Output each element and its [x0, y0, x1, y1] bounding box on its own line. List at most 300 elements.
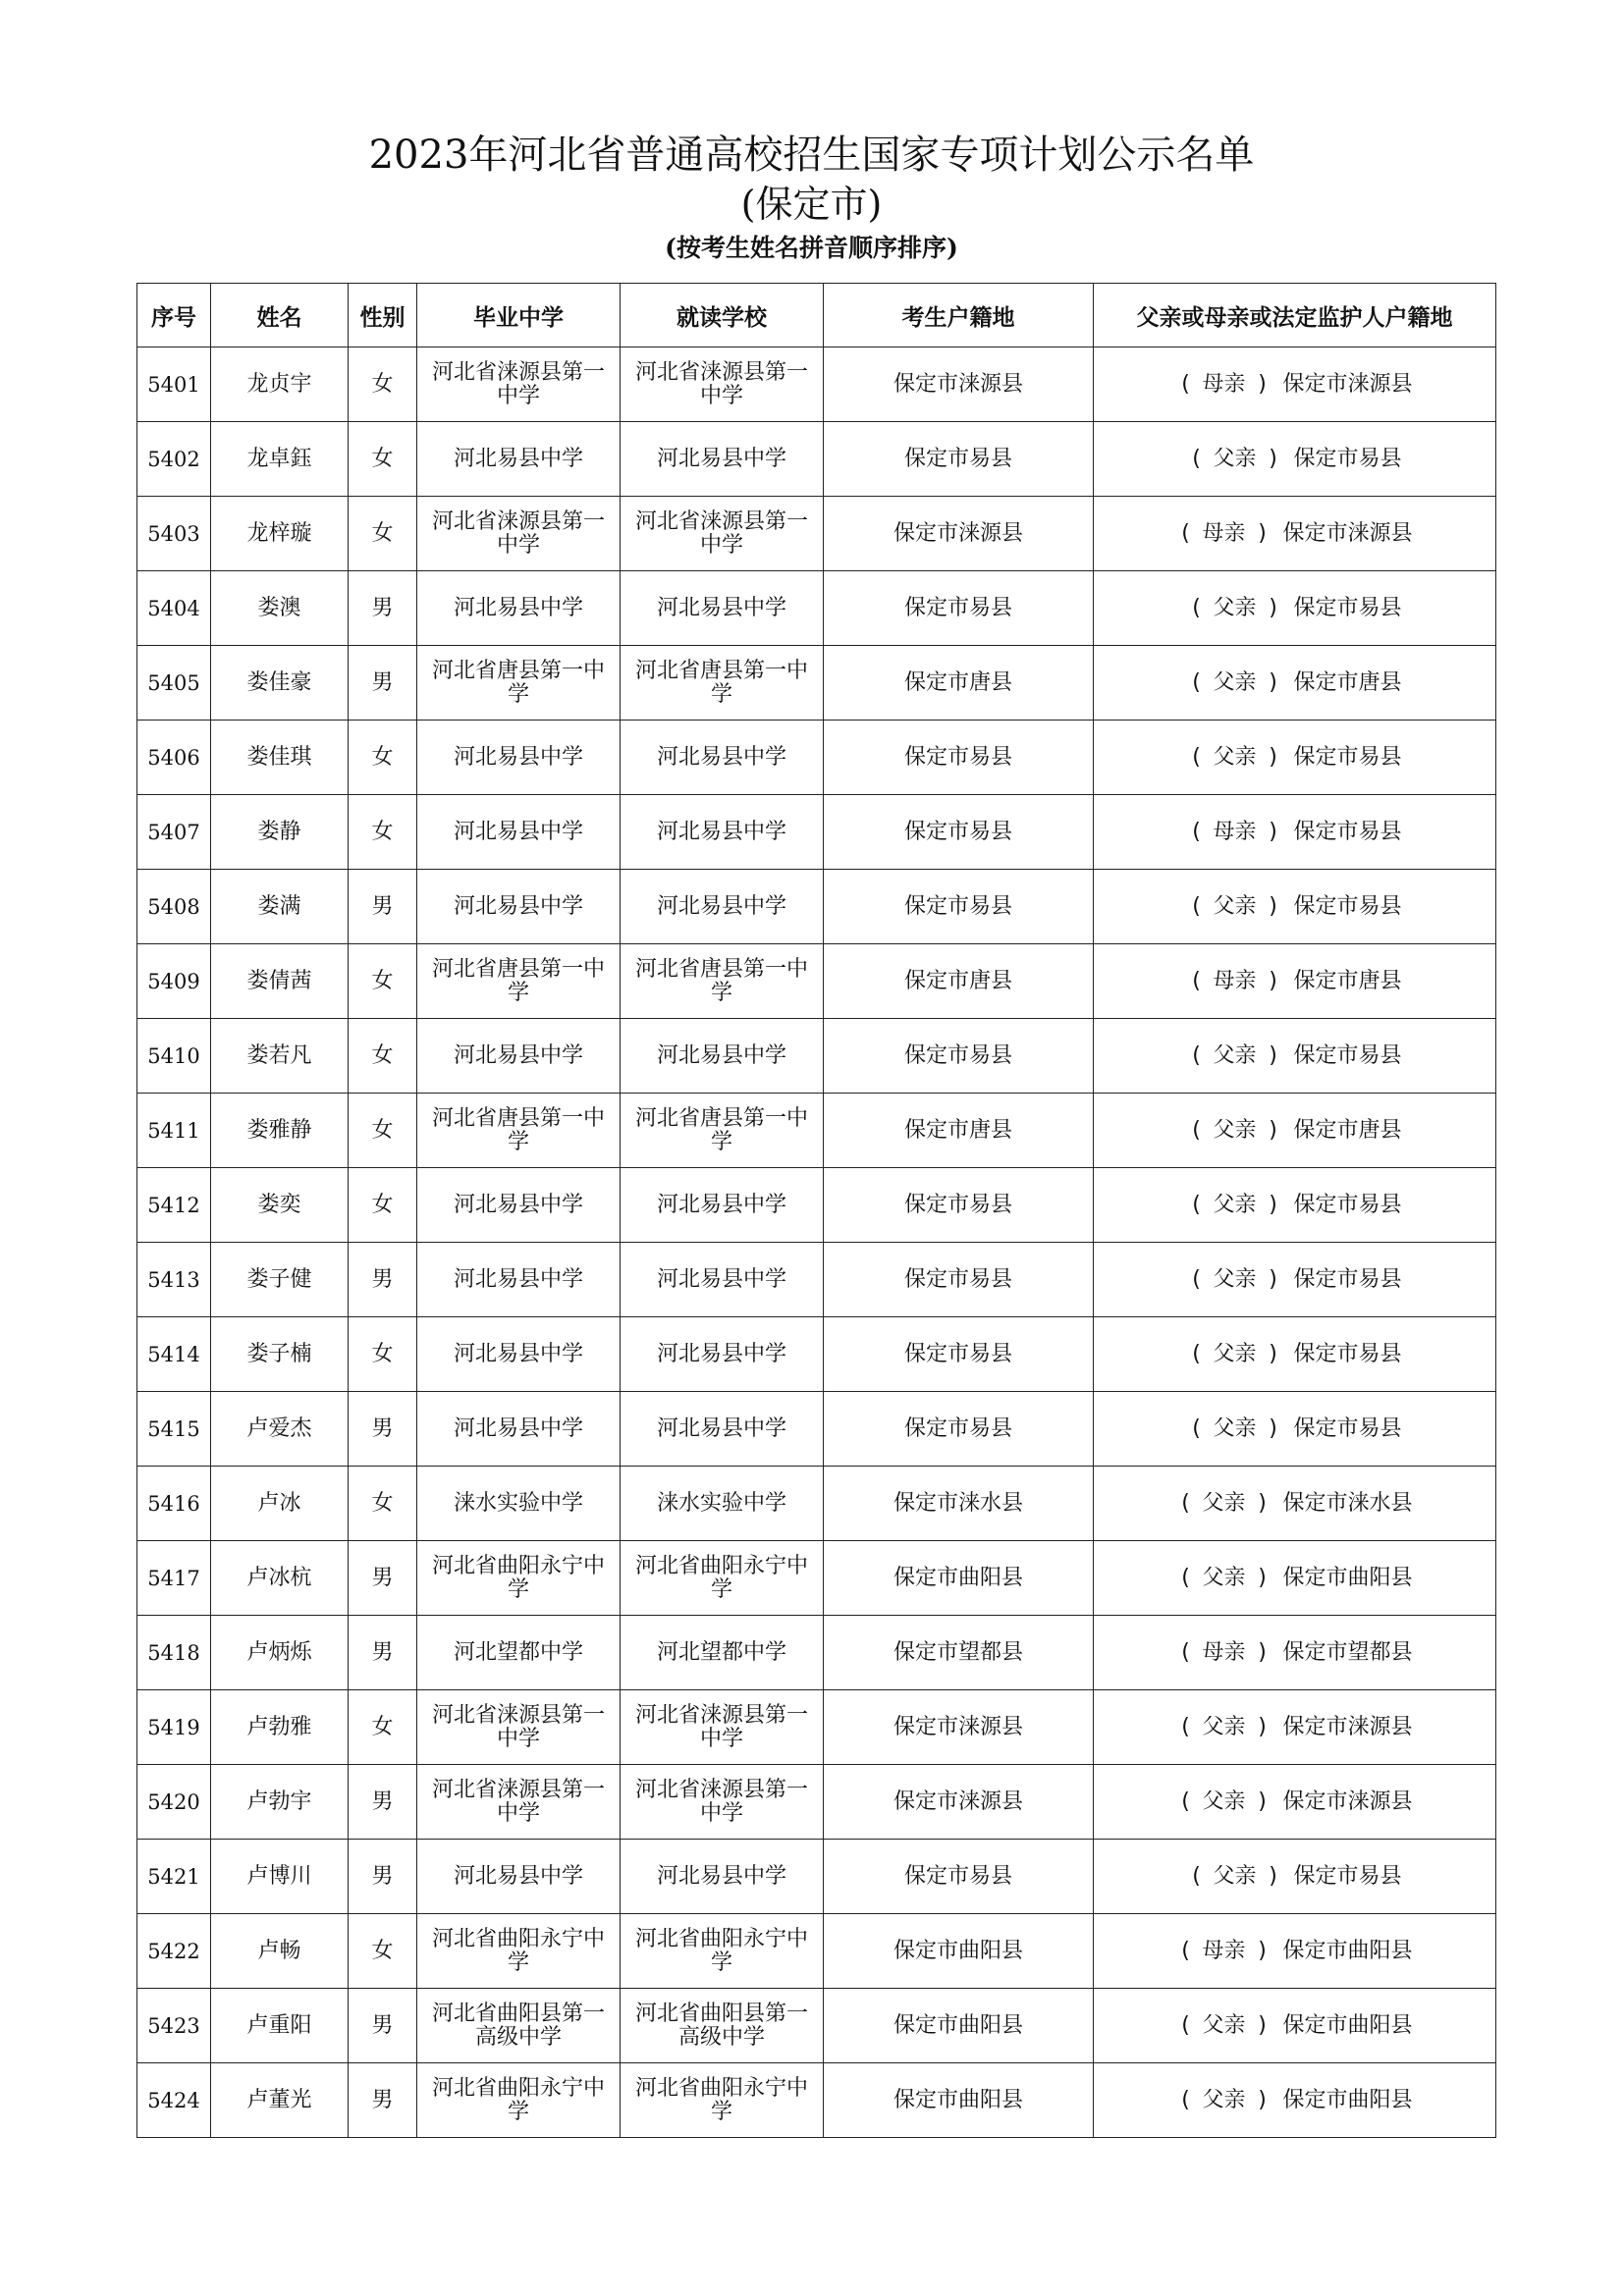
- table-row: [137, 347, 1496, 422]
- cell-serial: 5411: [137, 1094, 211, 1168]
- cell-graduating-school: [417, 1168, 621, 1243]
- open-paren: (: [1192, 1192, 1201, 1217]
- open-paren: (: [1181, 1938, 1190, 1963]
- cell-serial: 5414: [137, 1317, 211, 1392]
- graduating-school-text: 河北望都中学: [453, 1639, 583, 1665]
- cell-name: 卢畅: [211, 1914, 349, 1989]
- cell-student-hukou: 保定市唐县: [824, 646, 1094, 721]
- cell-guardian-hukou: [1094, 1317, 1496, 1392]
- guardian-place: 保定市唐县: [1293, 1117, 1402, 1143]
- table-row: [137, 1094, 1496, 1168]
- cell-current-school: [621, 646, 824, 721]
- guardian-place: 保定市易县: [1293, 1266, 1402, 1292]
- cell-current-school: [621, 1243, 824, 1317]
- cell-guardian-hukou: [1094, 721, 1496, 795]
- table-row: [137, 1541, 1496, 1616]
- guardian-place: 保定市涞源县: [1282, 1714, 1413, 1739]
- cell-graduating-school: [417, 1690, 621, 1765]
- graduating-school-text: 河北省涞源县第一中学: [431, 1777, 605, 1826]
- guardian-place: 保定市易县: [1293, 1192, 1402, 1217]
- table-row: [137, 944, 1496, 1019]
- current-school-text: 河北易县中学: [656, 1341, 786, 1366]
- table-row: [137, 1989, 1496, 2063]
- cell-guardian-hukou: [1094, 422, 1496, 497]
- cell-graduating-school: [417, 870, 621, 944]
- open-paren: (: [1181, 520, 1190, 546]
- guardian-relation: 父亲: [1213, 1415, 1257, 1441]
- cell-current-school: [621, 1392, 824, 1467]
- cell-student-hukou: 保定市曲阳县: [824, 1914, 1094, 1989]
- graduating-school-text: 河北易县中学: [453, 819, 583, 844]
- cell-gender: 男: [349, 1989, 417, 2063]
- cell-serial: 5413: [137, 1243, 211, 1317]
- guardian-place: 保定市易县: [1293, 595, 1402, 620]
- guardian-place: 保定市涞源县: [1282, 371, 1413, 397]
- current-school-text: 河北省曲阳永宁中学: [634, 2075, 808, 2124]
- close-paren: ): [1258, 520, 1267, 546]
- guardian-relation: 父亲: [1213, 744, 1257, 770]
- cell-graduating-school: [417, 1765, 621, 1840]
- cell-name: 娄若凡: [211, 1019, 349, 1094]
- open-paren: (: [1181, 371, 1190, 397]
- graduating-school-text: 河北省唐县第一中学: [431, 1105, 605, 1154]
- cell-graduating-school: [417, 795, 621, 870]
- current-school-text: 河北易县中学: [656, 1042, 786, 1068]
- current-school-text: 河北省涞源县第一中学: [634, 1702, 808, 1751]
- cell-current-school: [621, 1541, 824, 1616]
- guardian-relation: 母亲: [1202, 371, 1246, 397]
- guardian-relation: 母亲: [1213, 819, 1257, 844]
- cell-student-hukou: 保定市易县: [824, 870, 1094, 944]
- open-paren: (: [1181, 1789, 1190, 1814]
- guardian-place: 保定市易县: [1293, 1042, 1402, 1068]
- header-name: 姓名: [211, 284, 349, 347]
- guardian-relation: 母亲: [1213, 968, 1257, 993]
- cell-name: 娄澳: [211, 571, 349, 646]
- close-paren: ): [1269, 1863, 1277, 1889]
- table-row: [137, 1168, 1496, 1243]
- graduating-school-text: 河北省涞源县第一中学: [431, 359, 605, 408]
- guardian-relation: 父亲: [1202, 1714, 1246, 1739]
- close-paren: ): [1269, 1341, 1277, 1366]
- cell-gender: 女: [349, 944, 417, 1019]
- graduating-school-text: 河北易县中学: [453, 744, 583, 770]
- cell-gender: 男: [349, 1840, 417, 1914]
- cell-serial: 5420: [137, 1765, 211, 1840]
- cell-current-school: [621, 1019, 824, 1094]
- cell-serial: 5417: [137, 1541, 211, 1616]
- guardian-place: 保定市涞源县: [1282, 520, 1413, 546]
- guardian-relation: 母亲: [1202, 520, 1246, 546]
- table-row: [137, 1019, 1496, 1094]
- guardian-place: 保定市曲阳县: [1282, 1938, 1413, 1963]
- cell-graduating-school: [417, 1541, 621, 1616]
- guardian-place: 保定市易县: [1293, 1415, 1402, 1441]
- table-row: [137, 1392, 1496, 1467]
- open-paren: (: [1192, 595, 1201, 620]
- cell-current-school: [621, 1989, 824, 2063]
- cell-name: 卢勃宇: [211, 1765, 349, 1840]
- cell-student-hukou: 保定市唐县: [824, 1094, 1094, 1168]
- current-school-text: 河北省曲阳县第一高级中学: [634, 2001, 808, 2050]
- guardian-place: 保定市涞源县: [1282, 1789, 1413, 1814]
- guardian-relation: 父亲: [1213, 1266, 1257, 1292]
- guardian-place: 保定市曲阳县: [1282, 2087, 1413, 2112]
- roster-table: [136, 283, 1496, 2138]
- cell-guardian-hukou: [1094, 1914, 1496, 1989]
- cell-serial: 5424: [137, 2063, 211, 2138]
- guardian-relation: 父亲: [1202, 2012, 1246, 2038]
- cell-current-school: [621, 721, 824, 795]
- cell-serial: 5403: [137, 497, 211, 571]
- cell-serial: 5415: [137, 1392, 211, 1467]
- table-row: [137, 1765, 1496, 1840]
- guardian-relation: 母亲: [1202, 1938, 1246, 1963]
- close-paren: ): [1269, 1117, 1277, 1143]
- cell-student-hukou: 保定市易县: [824, 1392, 1094, 1467]
- guardian-place: 保定市易县: [1293, 1341, 1402, 1366]
- open-paren: (: [1181, 1565, 1190, 1590]
- cell-current-school: [621, 1914, 824, 1989]
- open-paren: (: [1181, 2087, 1190, 2112]
- cell-graduating-school: [417, 1616, 621, 1690]
- guardian-place: 保定市易县: [1293, 744, 1402, 770]
- close-paren: ): [1269, 595, 1277, 620]
- current-school-text: 河北望都中学: [656, 1639, 786, 1665]
- graduating-school-text: 河北省唐县第一中学: [431, 658, 605, 707]
- guardian-place: 保定市易县: [1293, 1863, 1402, 1889]
- graduating-school-text: 河北省曲阳永宁中学: [431, 1553, 605, 1602]
- close-paren: ): [1258, 371, 1267, 397]
- current-school-text: 河北省唐县第一中学: [634, 956, 808, 1005]
- current-school-text: 河北省曲阳永宁中学: [634, 1926, 808, 1975]
- cell-student-hukou: 保定市易县: [824, 1168, 1094, 1243]
- current-school-text: 河北省唐县第一中学: [634, 658, 808, 707]
- guardian-place: 保定市唐县: [1293, 968, 1402, 993]
- close-paren: ): [1258, 2087, 1267, 2112]
- current-school-text: 河北省涞源县第一中学: [634, 359, 808, 408]
- current-school-text: 河北省涞源县第一中学: [634, 1777, 808, 1826]
- cell-graduating-school: [417, 1094, 621, 1168]
- cell-gender: 男: [349, 1765, 417, 1840]
- cell-name: 娄佳豪: [211, 646, 349, 721]
- guardian-place: 保定市涞水县: [1282, 1490, 1413, 1516]
- guardian-place: 保定市唐县: [1293, 669, 1402, 695]
- current-school-text: 河北省曲阳永宁中学: [634, 1553, 808, 1602]
- table-row: [137, 795, 1496, 870]
- cell-student-hukou: 保定市曲阳县: [824, 1541, 1094, 1616]
- open-paren: (: [1192, 1117, 1201, 1143]
- guardian-relation: 父亲: [1202, 1490, 1246, 1516]
- header-graduating-school: 毕业中学: [417, 284, 621, 347]
- cell-guardian-hukou: [1094, 347, 1496, 422]
- cell-guardian-hukou: [1094, 571, 1496, 646]
- current-school-text: 涞水实验中学: [656, 1490, 786, 1516]
- close-paren: ): [1269, 744, 1277, 770]
- guardian-place: 保定市易县: [1293, 446, 1402, 471]
- cell-student-hukou: 保定市唐县: [824, 944, 1094, 1019]
- cell-guardian-hukou: [1094, 646, 1496, 721]
- cell-guardian-hukou: [1094, 1019, 1496, 1094]
- table-row: [137, 1690, 1496, 1765]
- cell-gender: 女: [349, 1690, 417, 1765]
- cell-serial: 5416: [137, 1467, 211, 1541]
- cell-graduating-school: [417, 1914, 621, 1989]
- graduating-school-text: 涞水实验中学: [453, 1490, 583, 1516]
- cell-name: 娄雅静: [211, 1094, 349, 1168]
- cell-serial: 5412: [137, 1168, 211, 1243]
- cell-student-hukou: 保定市涞源县: [824, 1690, 1094, 1765]
- close-paren: ): [1269, 1415, 1277, 1441]
- table-row: [137, 497, 1496, 571]
- open-paren: (: [1181, 2012, 1190, 2038]
- current-school-text: 河北易县中学: [656, 744, 786, 770]
- cell-name: 娄倩茜: [211, 944, 349, 1019]
- cell-name: 卢重阳: [211, 1989, 349, 2063]
- graduating-school-text: 河北易县中学: [453, 1192, 583, 1217]
- graduating-school-text: 河北省涞源县第一中学: [431, 1702, 605, 1751]
- cell-serial: 5419: [137, 1690, 211, 1765]
- graduating-school-text: 河北易县中学: [453, 1415, 583, 1441]
- cell-serial: 5422: [137, 1914, 211, 1989]
- cell-gender: 男: [349, 1243, 417, 1317]
- header-current-school: 就读学校: [621, 284, 824, 347]
- header-gender: 性别: [349, 284, 417, 347]
- cell-graduating-school: [417, 1840, 621, 1914]
- close-paren: ): [1258, 1639, 1267, 1665]
- open-paren: (: [1181, 1490, 1190, 1516]
- cell-current-school: [621, 497, 824, 571]
- cell-gender: 女: [349, 497, 417, 571]
- cell-name: 卢博川: [211, 1840, 349, 1914]
- current-school-text: 河北易县中学: [656, 1192, 786, 1217]
- cell-student-hukou: 保定市易县: [824, 1840, 1094, 1914]
- cell-gender: 男: [349, 2063, 417, 2138]
- guardian-relation: 父亲: [1213, 446, 1257, 471]
- cell-student-hukou: 保定市易县: [824, 721, 1094, 795]
- cell-student-hukou: 保定市易县: [824, 422, 1094, 497]
- cell-gender: 女: [349, 422, 417, 497]
- cell-current-school: [621, 870, 824, 944]
- graduating-school-text: 河北易县中学: [453, 1341, 583, 1366]
- cell-graduating-school: [417, 2063, 621, 2138]
- guardian-relation: 父亲: [1213, 1863, 1257, 1889]
- cell-guardian-hukou: [1094, 870, 1496, 944]
- close-paren: ): [1269, 669, 1277, 695]
- cell-graduating-school: [417, 571, 621, 646]
- cell-serial: 5418: [137, 1616, 211, 1690]
- guardian-relation: 父亲: [1213, 1042, 1257, 1068]
- open-paren: (: [1192, 819, 1201, 844]
- cell-gender: 女: [349, 1019, 417, 1094]
- cell-graduating-school: [417, 497, 621, 571]
- cell-serial: 5407: [137, 795, 211, 870]
- cell-name: 龙梓璇: [211, 497, 349, 571]
- cell-student-hukou: 保定市易县: [824, 1243, 1094, 1317]
- cell-graduating-school: [417, 1392, 621, 1467]
- open-paren: (: [1192, 893, 1201, 919]
- guardian-relation: 父亲: [1202, 1789, 1246, 1814]
- cell-guardian-hukou: [1094, 2063, 1496, 2138]
- close-paren: ): [1269, 1192, 1277, 1217]
- cell-serial: 5401: [137, 347, 211, 422]
- guardian-relation: 父亲: [1202, 1565, 1246, 1590]
- cell-current-school: [621, 1317, 824, 1392]
- cell-guardian-hukou: [1094, 1840, 1496, 1914]
- open-paren: (: [1192, 968, 1201, 993]
- cell-name: 卢炳烁: [211, 1616, 349, 1690]
- cell-serial: 5410: [137, 1019, 211, 1094]
- close-paren: ): [1269, 1266, 1277, 1292]
- guardian-relation: 父亲: [1213, 595, 1257, 620]
- cell-guardian-hukou: [1094, 1541, 1496, 1616]
- open-paren: (: [1192, 1863, 1201, 1889]
- graduating-school-text: 河北易县中学: [453, 1863, 583, 1889]
- open-paren: (: [1192, 1042, 1201, 1068]
- cell-gender: 男: [349, 646, 417, 721]
- cell-name: 娄静: [211, 795, 349, 870]
- cell-name: 娄子楠: [211, 1317, 349, 1392]
- open-paren: (: [1192, 1341, 1201, 1366]
- cell-guardian-hukou: [1094, 795, 1496, 870]
- table-row: [137, 1914, 1496, 1989]
- cell-name: 龙贞宇: [211, 347, 349, 422]
- guardian-place: 保定市易县: [1293, 819, 1402, 844]
- guardian-relation: 父亲: [1213, 1117, 1257, 1143]
- cell-graduating-school: [417, 1467, 621, 1541]
- cell-serial: 5402: [137, 422, 211, 497]
- guardian-relation: 父亲: [1202, 2087, 1246, 2112]
- table-body: [137, 347, 1496, 2138]
- document-sort-note: (按考生姓名拼音顺序排序): [665, 234, 958, 262]
- open-paren: (: [1192, 1415, 1201, 1441]
- table-header: [137, 284, 1496, 347]
- header-student-hukou: 考生户籍地: [824, 284, 1094, 347]
- cell-serial: 5408: [137, 870, 211, 944]
- cell-guardian-hukou: [1094, 1168, 1496, 1243]
- cell-gender: 女: [349, 795, 417, 870]
- open-paren: (: [1181, 1714, 1190, 1739]
- cell-name: 卢冰杭: [211, 1541, 349, 1616]
- cell-guardian-hukou: [1094, 944, 1496, 1019]
- current-school-text: 河北易县中学: [656, 893, 786, 919]
- cell-name: 卢冰: [211, 1467, 349, 1541]
- guardian-relation: 母亲: [1202, 1639, 1246, 1665]
- close-paren: ): [1258, 1789, 1267, 1814]
- cell-student-hukou: 保定市涞源县: [824, 497, 1094, 571]
- close-paren: ): [1258, 2012, 1267, 2038]
- cell-current-school: [621, 1765, 824, 1840]
- close-paren: ): [1269, 893, 1277, 919]
- close-paren: ): [1258, 1565, 1267, 1590]
- graduating-school-text: 河北易县中学: [453, 1042, 583, 1068]
- open-paren: (: [1181, 1639, 1190, 1665]
- cell-current-school: [621, 1467, 824, 1541]
- cell-name: 卢董光: [211, 2063, 349, 2138]
- document-title: 2023年河北省普通高校招生国家专项计划公示名单: [368, 133, 1255, 178]
- guardian-place: 保定市曲阳县: [1282, 1565, 1413, 1590]
- cell-guardian-hukou: [1094, 1616, 1496, 1690]
- cell-graduating-school: [417, 646, 621, 721]
- table-row: [137, 721, 1496, 795]
- guardian-place: 保定市望都县: [1282, 1639, 1413, 1665]
- cell-guardian-hukou: [1094, 1765, 1496, 1840]
- open-paren: (: [1192, 669, 1201, 695]
- close-paren: ): [1269, 819, 1277, 844]
- close-paren: ): [1258, 1714, 1267, 1739]
- current-school-text: 河北易县中学: [656, 1266, 786, 1292]
- cell-graduating-school: [417, 944, 621, 1019]
- cell-graduating-school: [417, 1989, 621, 2063]
- cell-student-hukou: 保定市曲阳县: [824, 2063, 1094, 2138]
- cell-student-hukou: 保定市易县: [824, 1317, 1094, 1392]
- current-school-text: 河北易县中学: [656, 595, 786, 620]
- cell-graduating-school: [417, 347, 621, 422]
- table-row: [137, 646, 1496, 721]
- cell-name: 卢爱杰: [211, 1392, 349, 1467]
- current-school-text: 河北省涞源县第一中学: [634, 508, 808, 558]
- cell-current-school: [621, 795, 824, 870]
- graduating-school-text: 河北省涞源县第一中学: [431, 508, 605, 558]
- guardian-place: 保定市易县: [1293, 893, 1402, 919]
- cell-serial: 5409: [137, 944, 211, 1019]
- cell-guardian-hukou: [1094, 1094, 1496, 1168]
- open-paren: (: [1192, 446, 1201, 471]
- cell-serial: 5421: [137, 1840, 211, 1914]
- cell-name: 娄佳琪: [211, 721, 349, 795]
- cell-gender: 男: [349, 1392, 417, 1467]
- close-paren: ): [1258, 1490, 1267, 1516]
- table-row: [137, 1243, 1496, 1317]
- cell-current-school: [621, 347, 824, 422]
- table-row: [137, 571, 1496, 646]
- graduating-school-text: 河北易县中学: [453, 1266, 583, 1292]
- cell-name: 娄子健: [211, 1243, 349, 1317]
- current-school-text: 河北易县中学: [656, 1863, 786, 1889]
- graduating-school-text: 河北易县中学: [453, 595, 583, 620]
- cell-gender: 女: [349, 347, 417, 422]
- table-row: [137, 1467, 1496, 1541]
- cell-gender: 女: [349, 1094, 417, 1168]
- cell-current-school: [621, 1616, 824, 1690]
- cell-graduating-school: [417, 1243, 621, 1317]
- cell-current-school: [621, 944, 824, 1019]
- cell-gender: 女: [349, 1914, 417, 1989]
- cell-gender: 男: [349, 571, 417, 646]
- cell-name: 娄奕: [211, 1168, 349, 1243]
- cell-gender: 男: [349, 870, 417, 944]
- cell-serial: 5405: [137, 646, 211, 721]
- cell-current-school: [621, 571, 824, 646]
- graduating-school-text: 河北省曲阳永宁中学: [431, 1926, 605, 1975]
- cell-serial: 5404: [137, 571, 211, 646]
- table-row: [137, 2063, 1496, 2138]
- cell-guardian-hukou: [1094, 1989, 1496, 2063]
- cell-guardian-hukou: [1094, 1243, 1496, 1317]
- cell-student-hukou: 保定市涞水县: [824, 1467, 1094, 1541]
- current-school-text: 河北易县中学: [656, 1415, 786, 1441]
- cell-serial: 5406: [137, 721, 211, 795]
- cell-guardian-hukou: [1094, 1467, 1496, 1541]
- cell-student-hukou: 保定市涞源县: [824, 347, 1094, 422]
- close-paren: ): [1258, 1938, 1267, 1963]
- cell-graduating-school: [417, 1019, 621, 1094]
- cell-student-hukou: 保定市易县: [824, 1019, 1094, 1094]
- table-row: [137, 870, 1496, 944]
- close-paren: ): [1269, 446, 1277, 471]
- cell-name: 龙卓鈺: [211, 422, 349, 497]
- guardian-relation: 父亲: [1213, 1192, 1257, 1217]
